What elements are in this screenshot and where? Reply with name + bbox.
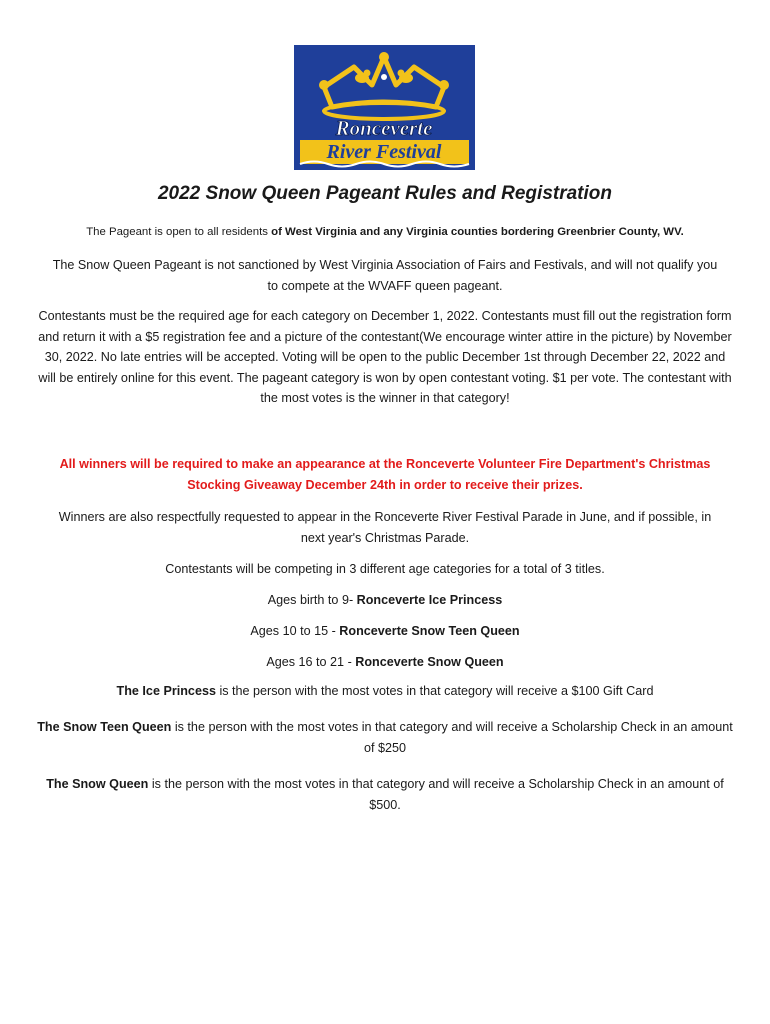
prize-paragraph [40, 681, 730, 702]
category-item [40, 621, 730, 642]
categories-intro: Contestants will be competing in 3 different age categories for a total of 3 titles. [165, 562, 605, 576]
page-title: 2022 Snow Queen Pageant Rules and Registration [157, 183, 612, 204]
prize-name: The Ice Princess [116, 684, 216, 698]
category-title: Ronceverte Snow Queen [355, 655, 504, 669]
parade-paragraph: Winners are also respectfully requested to appear in the Ronceverte River Festival Parade in June, and if possible, in next year's Christmas Parade. [58, 510, 712, 545]
prize-paragraph [36, 774, 734, 815]
logo-line1: Ronceverte [335, 116, 433, 140]
winners-required-paragraph: All winners will be required to make an appearance at the Ronceverte Volunteer Fire Department's Christmas Stocking Giveaway December 24th in order to receive their prizes. [59, 457, 711, 492]
prize-text: is the person with the most votes in that category and will receive a Scholarship Check in an amount of $500. [148, 777, 724, 812]
prize-name: The Snow Queen [46, 777, 149, 791]
crown-logo-icon [294, 45, 475, 170]
intro-text: The Pageant is open to all residents [86, 226, 272, 238]
sanction-paragraph: The Snow Queen Pageant is not sanctioned by West Virginia Association of Fairs and Festivals, and will not qualify you to compete at the WVAFF queen pageant. [52, 258, 718, 293]
category-title: Ronceverte Snow Teen Queen [339, 624, 520, 638]
festival-logo [294, 45, 475, 170]
category-title: Ronceverte Ice Princess [356, 593, 503, 607]
prize-text: is the person with the most votes in that category and will receive a Scholarship Check in an amount of $250 [171, 720, 733, 755]
logo-line2: River Festival [326, 141, 442, 163]
category-item [40, 590, 730, 611]
category-age: Ages 16 to 21 - [266, 655, 356, 669]
category-age: Ages 10 to 15 - [250, 624, 340, 638]
prize-name: The Snow Teen Queen [37, 720, 172, 734]
prize-paragraph [36, 717, 734, 758]
category-age: Ages birth to 9- [267, 593, 357, 607]
category-item [40, 652, 730, 673]
prize-text: is the person with the most votes in that category will receive a $100 Gift Card [215, 684, 654, 698]
intro-paragraph [40, 222, 730, 243]
rules-paragraph: Contestants must be the required age for each category on December 1, 2022. Contestants must fill out the registration form and return it with a $5 registration fee and a picture of the contestant(We encourage winter attire in the picture) by November 30, 2022. No late entries will be accepted. Voting will be open to the public December 1st through December 22, 2022 and will be entirely online for this event. The pageant category is won by open contestant voting. $1 per vote. The contestant with the most votes is the winner in that category! [38, 309, 732, 405]
intro-bold-text: of West Virginia and any Virginia counties bordering Greenbrier County, WV. [271, 226, 684, 238]
